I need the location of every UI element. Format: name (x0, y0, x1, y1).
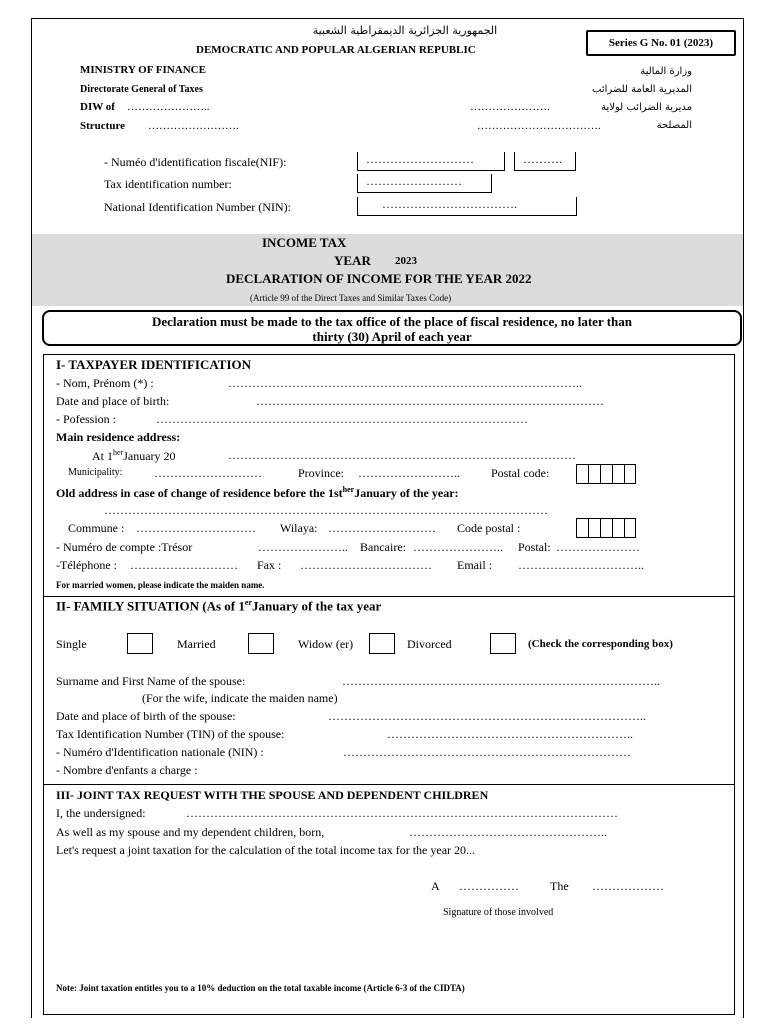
commune-label: Commune : (68, 521, 125, 535)
children-count-label: - Nombre d'enfants a charge : (56, 763, 198, 777)
spouse-tin-label: Tax Identification Number (TIN) of the spouse: (56, 727, 285, 741)
name-label: - Nom, Prénom (*) : (56, 376, 154, 390)
profession-field[interactable]: ………………………………………………………………………………… (156, 412, 528, 426)
postal-code-cells[interactable] (576, 464, 636, 484)
married-checkbox[interactable] (248, 633, 274, 654)
arabic-structure-label: المصلحة (656, 120, 692, 131)
republic-title: DEMOCRATIC AND POPULAR ALGERIAN REPUBLIC (196, 44, 476, 56)
section2-title-suffix: January of the tax year (252, 598, 382, 614)
undersigned-label: I, the undersigned: (56, 806, 146, 820)
fax-label: Fax : (257, 558, 282, 572)
code-postal-label: Code postal : (457, 521, 521, 535)
tin-input[interactable]: …………………… (357, 174, 492, 193)
arabic-diw-label: مديرية الضرائب لولاية (601, 102, 692, 113)
at-address-field[interactable]: …………………………………………………………………………… (228, 448, 576, 462)
diw-field[interactable]: ………………….. (127, 101, 210, 113)
nif-label: - Numéo d'identification fiscale(NIF): (104, 155, 287, 169)
old-address-label (56, 485, 459, 501)
postal-cell[interactable] (576, 465, 588, 483)
place-label: A (431, 879, 440, 893)
at-date-superscript: her (113, 448, 124, 457)
structure-label: Structure (80, 120, 126, 132)
income-tax-heading: INCOME TAX (262, 235, 347, 250)
year-label: YEAR (334, 253, 371, 268)
deadline-line-1: Declaration must be made to the tax office of the place of fiscal residence, no later than (151, 314, 633, 329)
postal-account-field[interactable]: ………………… (556, 540, 640, 554)
nin-label: National Identification Number (NIN): (104, 200, 291, 214)
province-label: Province: (298, 466, 344, 480)
tresor-field[interactable]: ………………….. (258, 540, 348, 554)
series-number-badge: Series G No. 01 (2023) (586, 30, 736, 56)
old-address-suffix: January of the year: (354, 486, 459, 500)
arabic-republic-title: الجمهورية الجزائرية الديمقراطية الشعبية (312, 24, 498, 37)
article-reference: (Article 99 of the Direct Taxes and Similar Taxes Code) (250, 293, 452, 303)
check-box-hint: (Check the corresponding box) (528, 638, 673, 650)
bancaire-label: Bancaire: (360, 540, 406, 554)
signature-label: Signature of those involved (443, 907, 554, 918)
postal-cell[interactable] (600, 465, 612, 483)
structure-field[interactable]: ……………………. (148, 120, 239, 132)
spouse-birth-label: Date and place of birth of the spouse: (56, 709, 236, 723)
section2-title-superscript: er (244, 598, 252, 607)
arabic-structure-field[interactable]: ……………………………. (477, 120, 601, 132)
bancaire-field[interactable]: ………………….. (413, 540, 503, 554)
spouse-children-field[interactable]: ………………………………………….. (409, 825, 607, 839)
divorced-label: Divorced (407, 637, 452, 651)
deadline-notice (42, 310, 742, 346)
divorced-checkbox[interactable] (490, 633, 516, 654)
single-checkbox[interactable] (127, 633, 153, 654)
deadline-line-2: thirty (30) April of each year (312, 329, 472, 344)
ministry-label: MINISTRY OF FINANCE (80, 64, 206, 76)
spouse-name-label: Surname and First Name of the spouse: (56, 674, 246, 688)
single-label: Single (56, 637, 87, 651)
birth-field[interactable]: …………………………………………………………………………… (256, 394, 604, 408)
code-postal-cells[interactable] (576, 518, 636, 538)
spouse-birth-field[interactable]: …………………………………………………………………….. (328, 709, 646, 723)
old-address-field[interactable]: ………………………………………………………………………………………………… (104, 503, 548, 517)
nif-input-main[interactable]: ……………………… (357, 152, 505, 171)
phone-field[interactable]: ……………………… (130, 558, 238, 572)
phone-label: -Téléphone : (56, 558, 117, 572)
section2-title-prefix: II- FAMILY SITUATION (As of 1 (56, 598, 245, 614)
widow-checkbox[interactable] (369, 633, 395, 654)
spouse-children-label: As well as my spouse and my dependent children, born, (56, 825, 325, 839)
year-value: 2023 (395, 255, 417, 267)
wilaya-field[interactable]: ……………………… (328, 521, 436, 535)
maiden-name-note: For married women, please indicate the maiden name. (56, 580, 265, 590)
email-field[interactable]: ………………………….. (518, 558, 644, 572)
postal-cell[interactable] (624, 465, 636, 483)
postal-cell[interactable] (588, 519, 600, 537)
postal-cell[interactable] (576, 519, 588, 537)
joint-request-text: Let's request a joint taxation for the calculation of the total income tax for the year 20... (56, 843, 476, 857)
nin-input[interactable]: ……………………………. (357, 197, 577, 216)
tin-label: Tax identification number: (104, 177, 232, 191)
commune-field[interactable]: ………………………… (136, 521, 256, 535)
old-address-prefix: Old address in case of change of residence before the 1st (56, 486, 343, 500)
at-date-suffix: January 20 (123, 449, 176, 463)
diw-label: DIW of (80, 101, 115, 113)
postal-code-label: Postal code: (491, 466, 550, 480)
municipality-label: Municipality: (68, 467, 123, 478)
spouse-nin-field[interactable]: ……………………………………………………………… (343, 745, 631, 759)
profession-label: - Pofession : (56, 412, 116, 426)
municipality-field[interactable]: ……………………… (154, 466, 262, 480)
birth-label: Date and place of birth: (56, 394, 170, 408)
nif-input-suffix[interactable]: ………. (514, 152, 576, 171)
fax-field[interactable]: …………………………… (300, 558, 432, 572)
wilaya-label: Wilaya: (280, 521, 318, 535)
arabic-ministry-label: وزارة المالية (640, 66, 692, 77)
postal-cell[interactable] (612, 519, 624, 537)
postal-account-label: Postal: (518, 540, 551, 554)
date-field[interactable]: ……………… (592, 879, 664, 893)
spouse-nin-label: - Numéro d'Identification nationale (NIN) : (56, 745, 264, 759)
postal-cell[interactable] (600, 519, 612, 537)
email-label: Email : (457, 558, 492, 572)
arabic-directorate-label: المديرية العامة للضرائب (592, 84, 692, 95)
place-field[interactable]: …………… (459, 879, 519, 893)
spouse-tin-field[interactable]: …………………………………………………….. (387, 727, 633, 741)
widow-label: Widow (er) (298, 637, 354, 651)
section1-title: I- TAXPAYER IDENTIFICATION (56, 357, 252, 372)
maiden-name-hint: (For the wife, indicate the maiden name) (142, 691, 338, 705)
declaration-heading: DECLARATION OF INCOME FOR THE YEAR 2022 (226, 271, 532, 286)
joint-taxation-note: Note: Joint taxation entitles you to a 10% deduction on the total taxable income (Article 6-3 of the CIDTA) (56, 983, 465, 993)
postal-cell[interactable] (612, 465, 624, 483)
date-label: The (550, 879, 569, 893)
section2-title (56, 598, 381, 614)
account-label: - Numéro de compte :Trésor (56, 540, 193, 554)
directorate-label: Directorate General of Taxes (80, 84, 203, 95)
name-field[interactable]: …………………………………………………………………………….. (228, 376, 582, 390)
province-field[interactable]: …………………….. (358, 466, 460, 480)
main-residence-label: Main residence address: (56, 430, 181, 444)
at-date-prefix: At 1 (92, 449, 113, 463)
married-label: Married (177, 637, 216, 651)
spouse-name-field[interactable]: …………………………………………………………………….. (342, 674, 660, 688)
postal-cell[interactable] (624, 519, 636, 537)
old-address-superscript: her (342, 485, 355, 494)
undersigned-field[interactable]: ……………………………………………………………………………………………… (186, 806, 618, 820)
at-date-label (92, 448, 176, 464)
postal-cell[interactable] (588, 465, 600, 483)
section3-title: III- JOINT TAX REQUEST WITH THE SPOUSE AND DEPENDENT CHILDREN (56, 788, 489, 802)
arabic-diw-field[interactable]: …………………. (470, 101, 550, 113)
